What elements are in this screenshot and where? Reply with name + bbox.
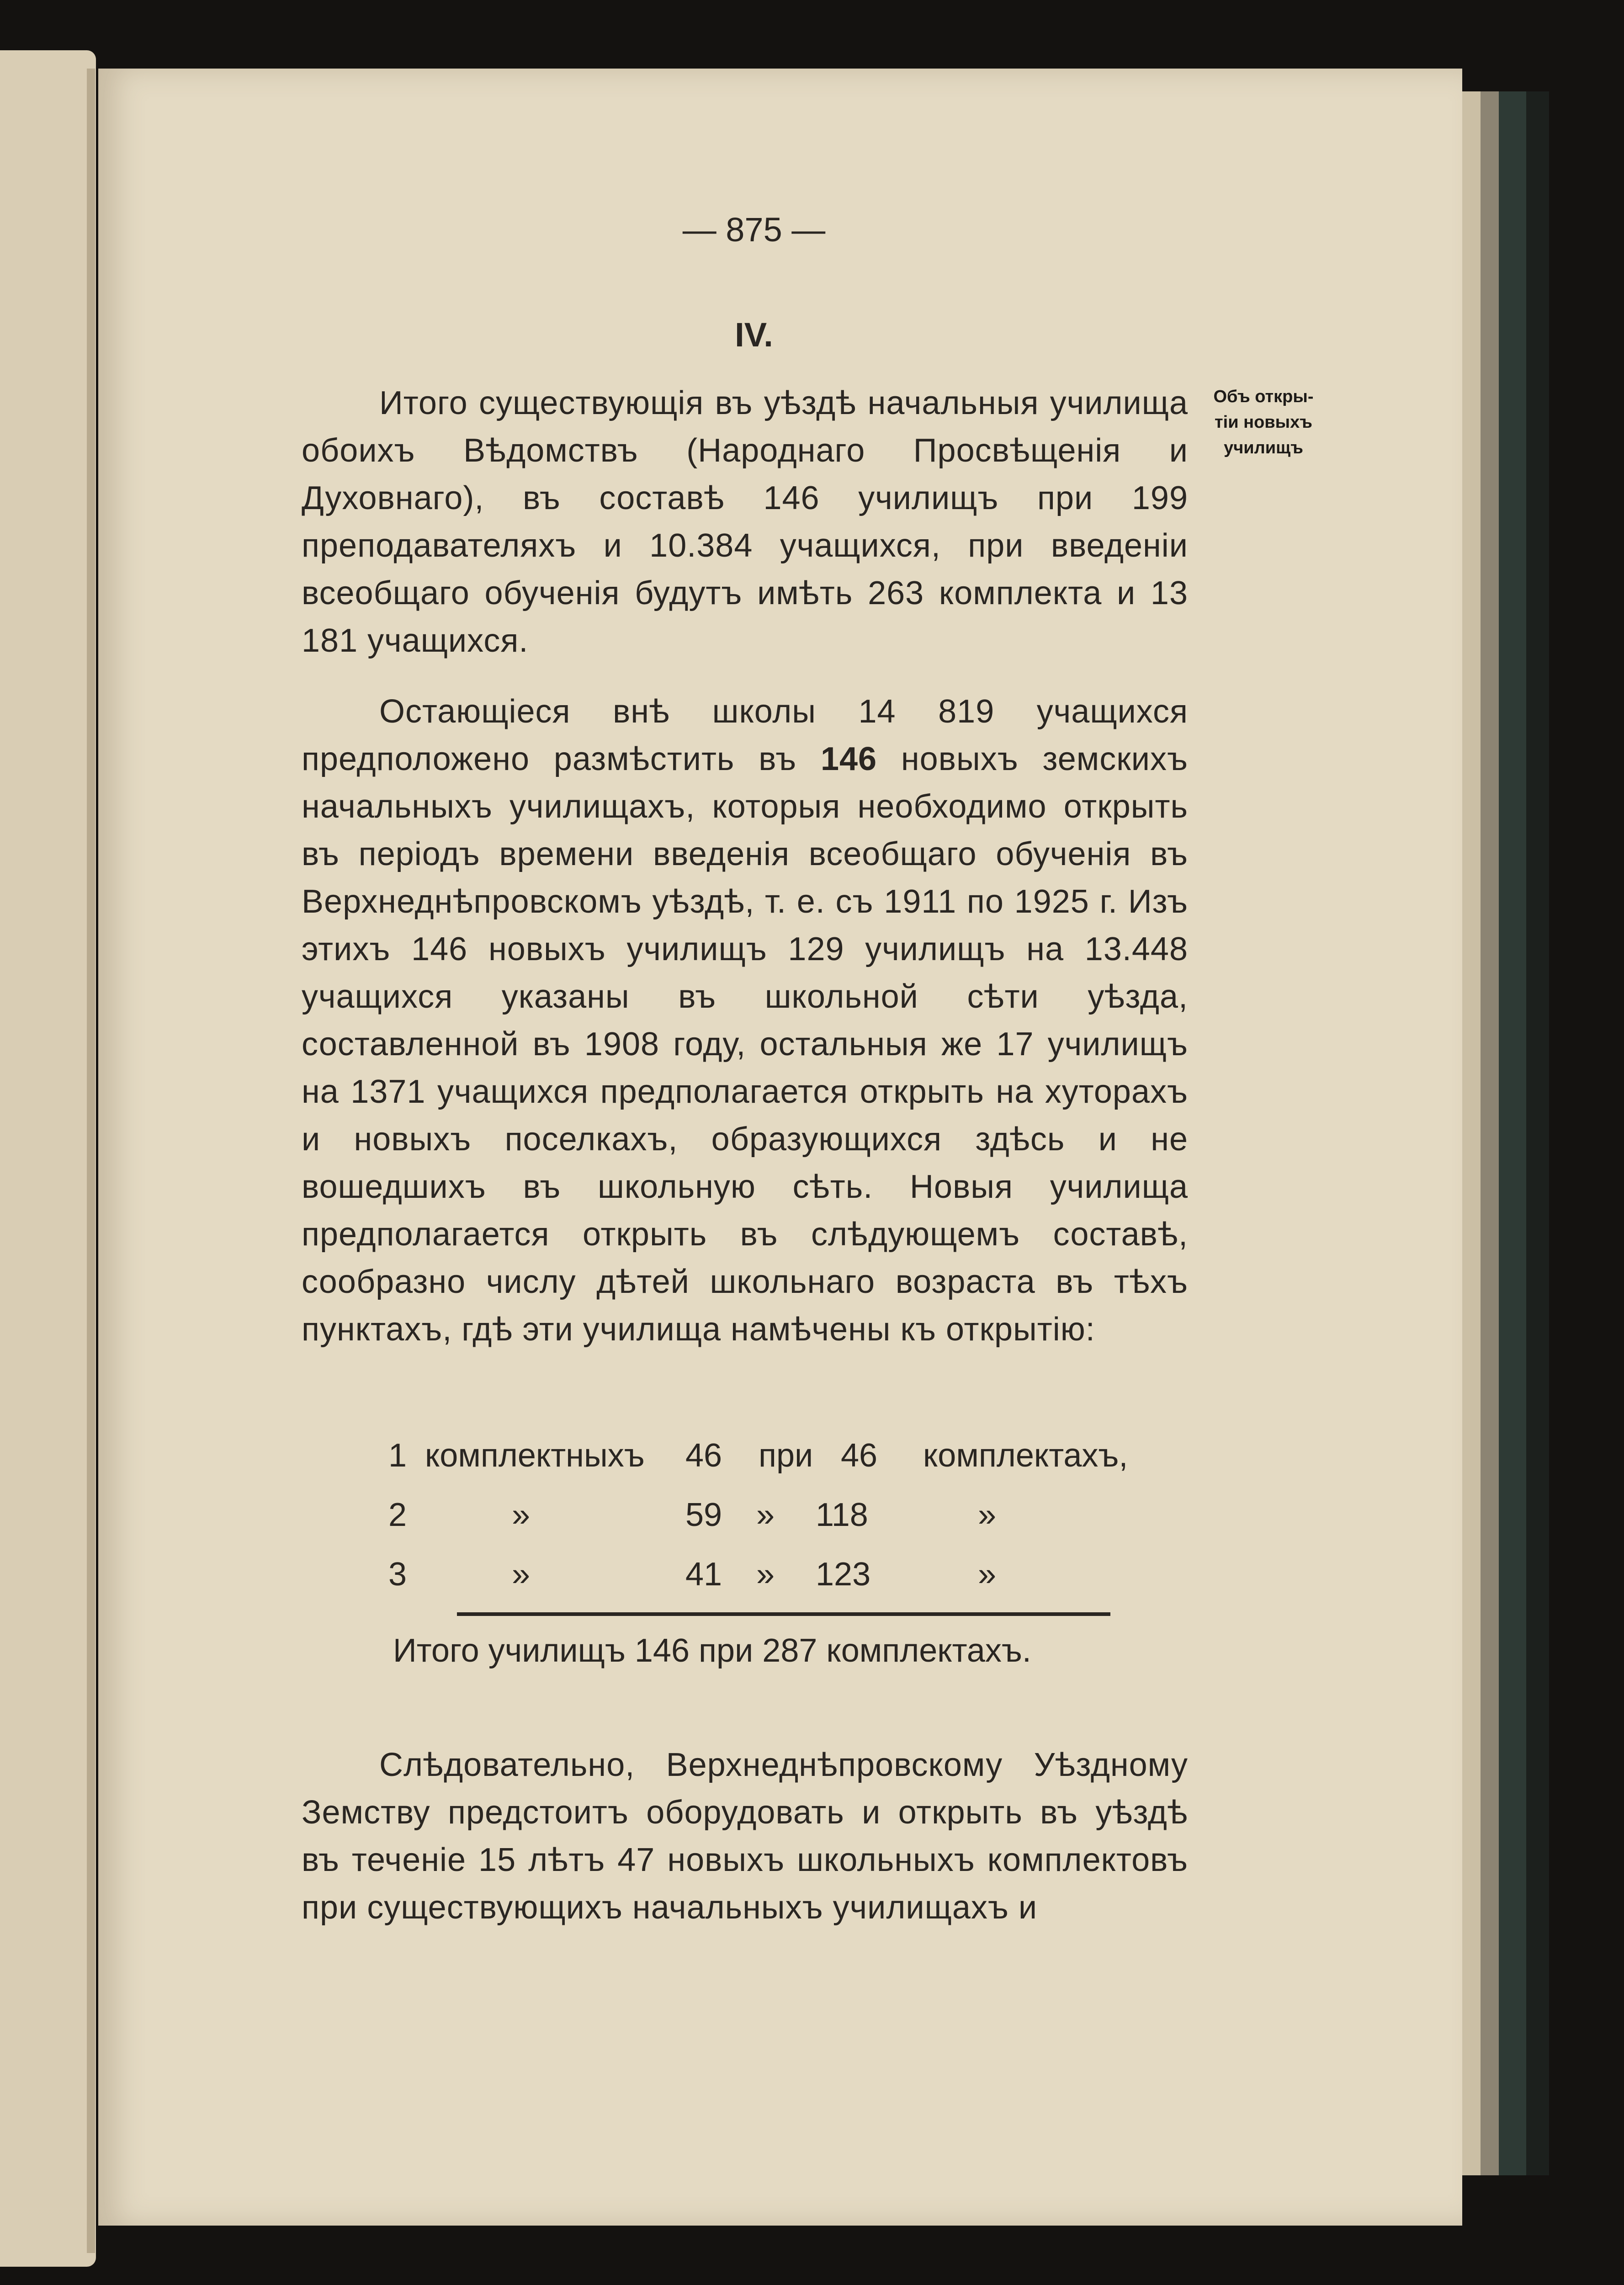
table-cell: 46	[685, 1437, 722, 1474]
left-page-edge	[0, 50, 96, 2267]
bold-number: 146	[820, 741, 877, 777]
book-cover-edge	[1526, 91, 1549, 2175]
table-cell: »	[978, 1556, 997, 1593]
page-stack-edge	[1481, 91, 1499, 2175]
table-cell: 118	[816, 1497, 868, 1533]
paragraph-text-part: новыхъ земскихъ начальныхъ училищахъ, которыя необходимо открыть въ періодъ времени введенія всеобщаго обученія въ Верхнеднѣпровскомъ уѣздѣ, т. е. съ 1911 по 1925 г. Изъ этихъ 146 новыхъ училищъ 129 училищъ на 13.448 учащихся указаны въ школьной сѣти уѣзда, составленной въ 1908 году, остальныя же 17 училищъ на 1371 учащихся предполагается открыть на хуторахъ и новыхъ поселкахъ, образующихся здѣсь и не вошедшихъ въ школьную сѣть. Новыя училища предполагается открыть въ слѣдующемъ составѣ, сообразно числу дѣтей школьнаго возраста въ тѣхъ пунктахъ, гдѣ эти училища намѣчены къ открытію:	[302, 741, 1189, 1348]
binding-gutter	[87, 69, 95, 2253]
table-cell: »	[756, 1556, 775, 1593]
paragraph-text: Итого существующія въ уѣздѣ начальныя училища обоихъ Вѣдомствъ (Народнаго Просвѣщенія и Духовнаго), въ составѣ 146 училищъ при 199 преподавателяхъ и 10.384 учащихся, при введеніи всеобщаго обученія будутъ имѣть 263 комплекта и 13 181 учащихся.	[302, 385, 1188, 659]
table-cell: 41	[685, 1556, 722, 1593]
table-cell: 123	[816, 1556, 871, 1593]
page-stack-edge	[1462, 91, 1481, 2175]
table-cell: »	[512, 1497, 531, 1533]
table-cell: 2	[388, 1497, 407, 1533]
table-cell: комплектахъ,	[923, 1437, 1128, 1474]
table-cell: 59	[685, 1497, 722, 1533]
table-cell: 46	[841, 1437, 878, 1474]
table-cell: »	[978, 1497, 997, 1533]
book-cover-edge	[1499, 91, 1526, 2175]
section-heading: IV.	[735, 316, 773, 354]
margin-note	[1190, 384, 1337, 461]
paragraph-1	[302, 379, 1188, 664]
margin-note-line: Объ откры-	[1213, 387, 1314, 406]
margin-note-line: училищъ	[1224, 438, 1303, 457]
margin-note-line: тіи новыхъ	[1215, 413, 1312, 432]
table-total: Итого училищъ 146 при 287 комплектахъ.	[393, 1632, 1031, 1669]
table-cell: »	[512, 1556, 531, 1593]
paragraph-text	[302, 688, 1188, 1353]
page-number: — 875 —	[682, 211, 826, 249]
paragraph-text-part: Остающіеся внѣ школы 14 819 учащихся предположено размѣстить въ	[302, 693, 1188, 777]
table-cell: 1	[388, 1437, 407, 1474]
schools-table	[384, 1426, 1128, 1604]
paragraph-3	[302, 1741, 1188, 1931]
table-row	[384, 1426, 1128, 1485]
paragraph-2	[302, 688, 1188, 1353]
table-total-rule	[457, 1612, 1110, 1616]
table-row	[384, 1545, 1115, 1604]
table-cell: комплектныхъ	[425, 1437, 645, 1474]
table-row	[384, 1485, 1115, 1545]
paragraph-text: Слѣдовательно, Верхнеднѣпровскому Уѣздному Земству предстоитъ оборудовать и открыть въ уѣздѣ въ теченіе 15 лѣтъ 47 новыхъ школьныхъ комплектовъ при существующихъ начальныхъ училищахъ и	[302, 1747, 1188, 1926]
table-cell: 3	[388, 1556, 407, 1593]
table-cell: при	[759, 1437, 813, 1474]
table-cell: »	[756, 1497, 775, 1533]
